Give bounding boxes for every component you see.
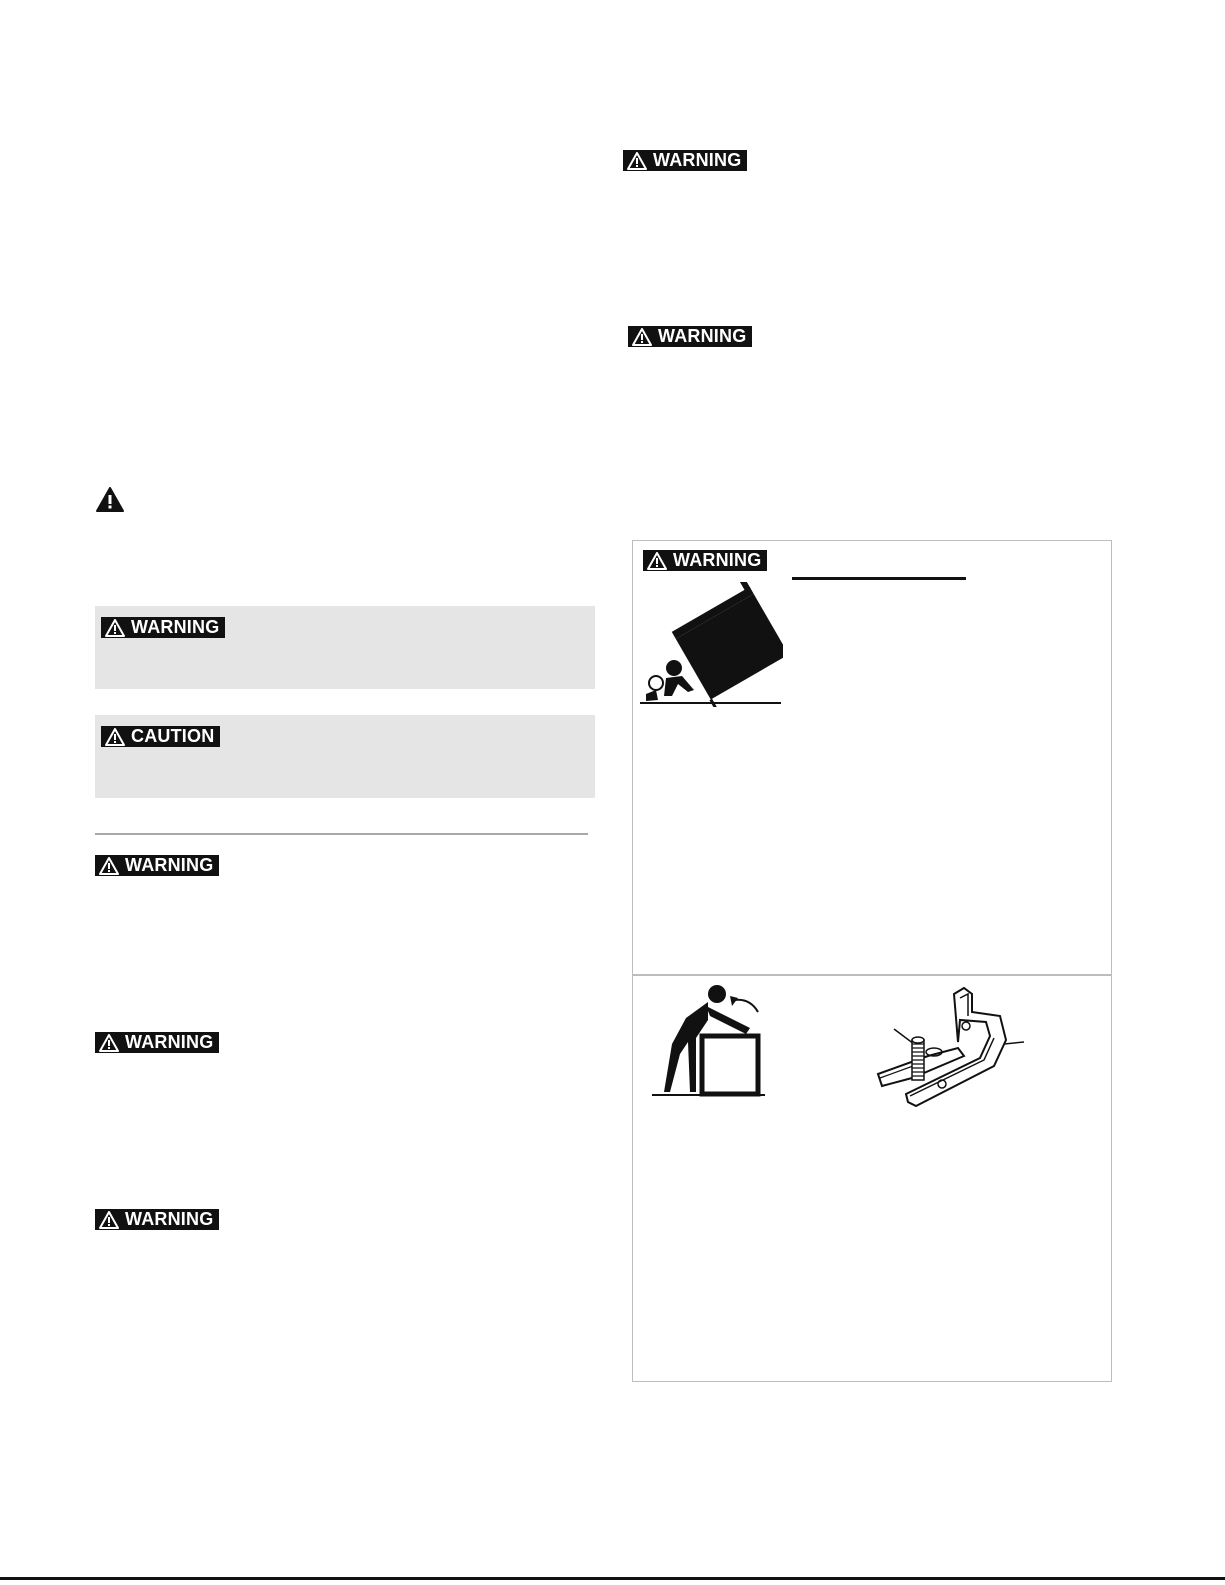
child-tip-over-illustration [638,582,783,707]
warning-label: WARNING [125,1209,214,1229]
warning-label: WARNING [658,326,747,346]
warning-triangle-icon [99,1034,119,1052]
person-checking-range-illustration [650,984,768,1099]
warning-badge [643,550,767,571]
warning-triangle-icon [99,857,119,875]
warning-label: WARNING [131,617,220,637]
warning-label: WARNING [673,550,762,570]
caution-badge [101,726,220,747]
section-divider [95,833,588,835]
warning-triangle-icon [99,1211,119,1229]
anti-tip-bracket-illustration [868,986,1038,1111]
warning-triangle-icon [105,728,125,746]
warning-triangle-icon [96,487,124,512]
page-footer-rule [0,1577,1225,1580]
warning-triangle-icon [105,619,125,637]
warning-label: WARNING [653,150,742,170]
warning-label: WARNING [125,855,214,875]
warning-triangle-icon [647,552,667,570]
warning-badge [95,855,219,876]
warning-triangle-icon [627,152,647,170]
caution-label: CAUTION [131,726,215,746]
heading-underline [792,577,966,580]
warning-badge [101,617,225,638]
warning-badge [95,1032,219,1053]
warning-triangle-icon [632,328,652,346]
warning-badge [628,326,752,347]
warning-label: WARNING [125,1032,214,1052]
warning-badge [623,150,747,171]
warning-badge [95,1209,219,1230]
